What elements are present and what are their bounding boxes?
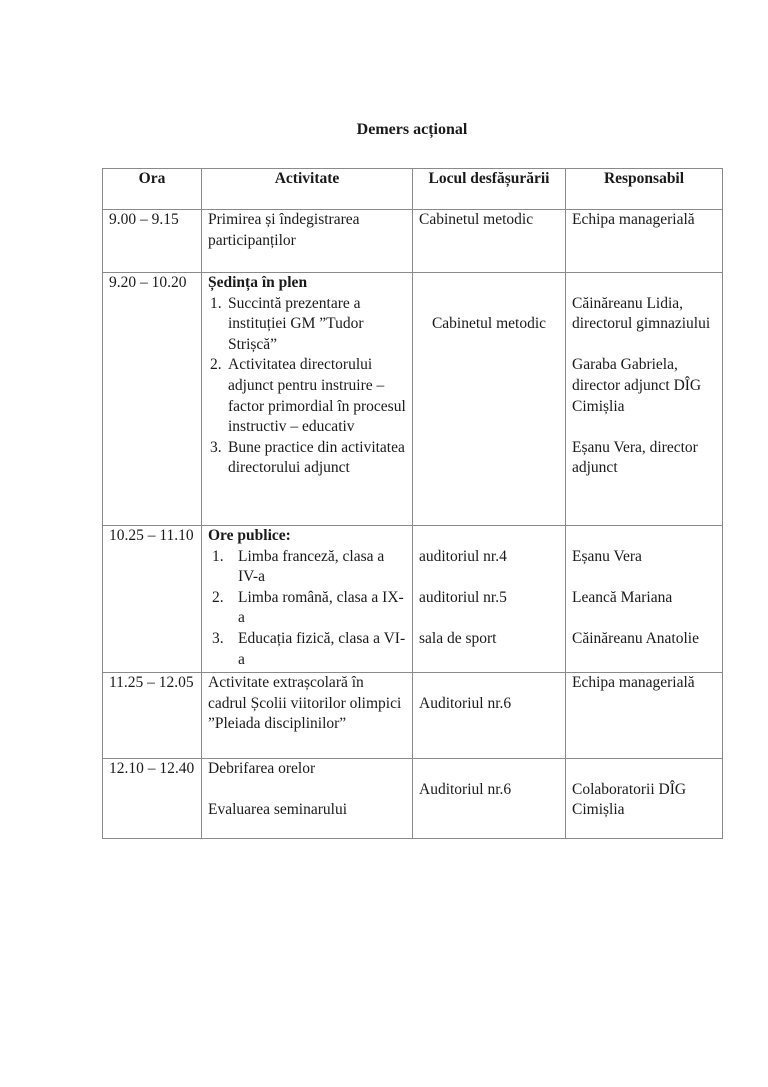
- responsible-text: Eșanu Vera, director adjunct: [572, 438, 698, 477]
- cell-activitate: Primirea și îndegistrarea participanților: [202, 210, 413, 273]
- item-text: Limba franceză, clasa a IV-a: [238, 547, 385, 586]
- item-text: Educația fizică, clasa a VI-a: [238, 629, 406, 668]
- cell-responsabil: [566, 759, 723, 839]
- item-number: 2.: [212, 588, 224, 606]
- item-text: Succintă prezentare a instituției GM ”Tudor Strișcă”: [228, 294, 364, 353]
- table-header-row: [103, 169, 723, 210]
- cell-activitate: Activitate extrașcolară în cadrul Școlii viitorilor olimpici ”Pleiada disciplinilor”: [202, 673, 413, 759]
- cell-locul: Cabinetul metodic: [413, 210, 566, 273]
- table-row: [103, 273, 723, 526]
- item-number: 1.: [212, 547, 224, 565]
- header-locul: Locul desfășurării: [413, 169, 566, 210]
- responsible-text: Colaboratorii DÎG Cimișlia: [572, 780, 687, 819]
- cell-ora: 10.25 – 11.10: [103, 526, 202, 673]
- activity-heading: Ore publice:: [208, 527, 291, 544]
- item-number: 3.: [212, 629, 224, 647]
- table-row: [103, 759, 723, 839]
- item-text: Bune practice din activitatea directorului adjunct: [228, 438, 405, 477]
- item-text: Limba română, clasa a IX-a: [238, 588, 404, 627]
- cell-activitate: [202, 273, 413, 526]
- location-text: auditoriul nr.4: [419, 547, 507, 565]
- cell-ora: 9.20 – 10.20: [103, 273, 202, 526]
- responsible-text: Leancă Mariana: [572, 588, 673, 606]
- cell-activitate: [202, 759, 413, 839]
- table-row: [103, 526, 723, 673]
- list-item: [208, 547, 406, 588]
- header-responsabil: Responsabil: [566, 169, 723, 210]
- document-title: Demers acțional: [356, 121, 468, 138]
- item-text: Activitatea directorului adjunct pentru instruire – factor primordial în procesul instructiv – educativ: [228, 356, 406, 436]
- location-text: Cabinetul metodic: [431, 315, 547, 333]
- responsible-text: Eșanu Vera: [572, 547, 642, 565]
- location-text: sala de sport: [419, 629, 497, 647]
- cell-locul: [413, 273, 566, 526]
- responsible-text: Garaba Gabriela, director adjunct DÎG Cimișlia: [572, 356, 702, 415]
- header-ora: Ora: [103, 169, 202, 210]
- cell-responsabil: [566, 273, 723, 526]
- cell-responsabil: Echipa managerială: [566, 210, 723, 273]
- table-row: [103, 210, 723, 273]
- item-number: 1.: [210, 294, 222, 312]
- cell-locul: [413, 673, 566, 759]
- location-text: Auditoriul nr.6: [419, 780, 512, 798]
- cell-ora: 9.00 – 9.15: [103, 210, 202, 273]
- location-text: Auditoriul nr.6: [419, 694, 512, 712]
- cell-locul: [413, 526, 566, 673]
- activity-heading: Ședința în plen: [208, 274, 308, 291]
- cell-responsabil: [566, 526, 723, 673]
- responsible-text: Căinăreanu Lidia, directorul gimnaziului: [572, 294, 711, 333]
- activity-text: Debrifarea orelor: [208, 760, 316, 777]
- cell-responsabil: Echipa managerială: [566, 673, 723, 759]
- list-item: [208, 438, 406, 479]
- item-number: 3.: [210, 438, 222, 456]
- location-text: auditoriul nr.5: [419, 588, 507, 606]
- activity-text: Evaluarea seminarului: [208, 801, 348, 819]
- list-item: [208, 629, 406, 670]
- item-number: 2.: [210, 356, 222, 374]
- activity-list: [208, 547, 406, 671]
- cell-ora: 12.10 – 12.40: [103, 759, 202, 839]
- list-item: [208, 355, 406, 437]
- cell-locul: [413, 759, 566, 839]
- list-item: [208, 294, 406, 356]
- schedule-table: [102, 168, 723, 839]
- cell-activitate: [202, 526, 413, 673]
- responsible-text: Căinăreanu Anatolie: [572, 629, 699, 647]
- list-item: [208, 588, 406, 629]
- table-row: [103, 673, 723, 759]
- cell-ora: 11.25 – 12.05: [103, 673, 202, 759]
- header-activitate: Activitate: [202, 169, 413, 210]
- activity-list: [208, 294, 406, 479]
